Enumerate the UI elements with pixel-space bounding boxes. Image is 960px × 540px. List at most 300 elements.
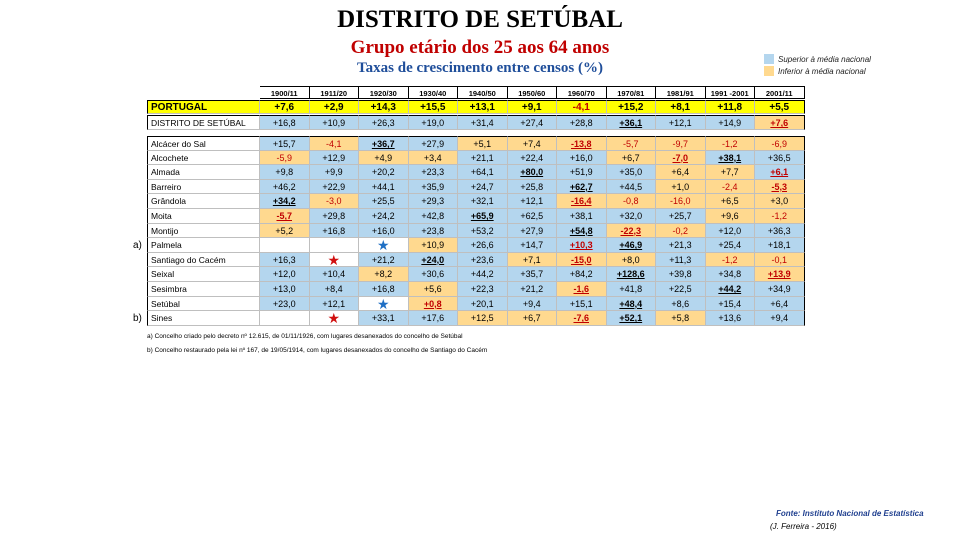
cell-value: +29,8 [322, 211, 346, 221]
cell-value: +12,0 [718, 225, 742, 236]
cell-value: +21,2 [371, 254, 395, 265]
cell-value: +15,7 [272, 139, 296, 149]
cell-value: +9,4 [522, 298, 541, 309]
table-cell [706, 136, 756, 151]
cell-value: +10,9 [421, 240, 445, 251]
row-label-setubal: Setúbal [147, 297, 260, 312]
table-cell [409, 180, 459, 195]
table-cell [607, 136, 657, 151]
cell-value: -16,0 [669, 196, 691, 207]
cell-value: -7,0 [672, 152, 688, 163]
table-cell [607, 194, 657, 209]
cell-value: +20,2 [371, 167, 395, 178]
cell-value: +11,8 [717, 101, 743, 113]
column-header: 1900/11 [260, 86, 310, 99]
table-cell [755, 311, 805, 326]
table-cell [310, 100, 360, 115]
table-cell [557, 282, 607, 297]
table-cell [260, 238, 310, 253]
cell-value: -13,8 [570, 139, 592, 149]
cell-value: +25,8 [520, 181, 544, 192]
cell-value: +41,8 [619, 284, 643, 294]
cell-value: -5,9 [276, 152, 292, 163]
table-cell [656, 267, 706, 282]
column-header: 2001/11 [755, 86, 805, 99]
row-label-santiago-do-cacem: Santiago do Cacém [147, 253, 260, 268]
cell-value: +10,9 [322, 118, 346, 128]
column-header: 1950/60 [508, 86, 558, 99]
cell-value: +128,6 [616, 269, 645, 280]
table-cell [706, 238, 756, 253]
table-cell [508, 165, 558, 180]
table-cell [310, 267, 360, 282]
table-cell [409, 311, 459, 326]
table-cell [310, 238, 360, 253]
table-cell [706, 253, 756, 268]
cell-value: -16,4 [570, 196, 592, 207]
cell-value: +14,7 [520, 240, 544, 251]
table-cell [607, 180, 657, 195]
table-cell [706, 115, 756, 130]
cell-value: +32,0 [619, 211, 643, 221]
table-cell [755, 180, 805, 195]
cell-value: +8,0 [621, 254, 640, 265]
star-icon: ★ [327, 311, 341, 326]
column-header: 1970/81 [607, 86, 657, 99]
cell-value: +13,1 [469, 101, 495, 113]
table-cell [607, 209, 657, 224]
cell-value: +38,1 [718, 152, 742, 163]
table-cell [755, 165, 805, 180]
table-cell [755, 267, 805, 282]
table-cell [755, 136, 805, 151]
table-cell [508, 136, 558, 151]
cell-value: +12,5 [470, 313, 494, 324]
cell-value: +24,2 [371, 211, 395, 221]
cell-value: +39,8 [668, 269, 692, 280]
cell-value: +44,2 [718, 284, 742, 294]
table-cell [656, 311, 706, 326]
table-cell [458, 282, 508, 297]
table-cell [557, 267, 607, 282]
table-cell [409, 282, 459, 297]
table-cell [458, 238, 508, 253]
cell-value: +8,6 [671, 298, 690, 309]
table-cell [310, 297, 360, 312]
cell-value: +23,3 [421, 167, 445, 178]
table-cell [409, 267, 459, 282]
table-cell [409, 253, 459, 268]
table-cell [310, 194, 360, 209]
cell-value: +62,5 [520, 211, 544, 221]
table-cell [656, 224, 706, 239]
star-icon: ★ [376, 238, 390, 253]
cell-value: +42,8 [421, 211, 445, 221]
cell-value: +14,9 [718, 118, 742, 128]
table-cell [409, 100, 459, 115]
table-cell [359, 311, 409, 326]
row-label-sines: Sines [147, 311, 260, 326]
star-icon: ★ [376, 296, 390, 312]
cell-value: +6,7 [621, 152, 640, 163]
cell-value: +54,8 [569, 225, 593, 236]
table-cell [260, 100, 310, 115]
table-cell [656, 297, 706, 312]
table-cell [260, 209, 310, 224]
cell-value: +12,0 [272, 269, 296, 280]
cell-value: +12,1 [668, 118, 692, 128]
table-cell [359, 282, 409, 297]
cell-value: +13,0 [272, 284, 296, 294]
table-cell [755, 238, 805, 253]
cell-value: +52,1 [619, 313, 643, 324]
cell-value: +32,1 [470, 196, 494, 207]
cell-value: +16,0 [371, 225, 395, 236]
table-cell [557, 238, 607, 253]
table-cell [310, 311, 360, 326]
cell-value: +19,0 [421, 118, 445, 128]
table-cell [359, 136, 409, 151]
table-cell [359, 100, 409, 115]
cell-value: +30,6 [421, 269, 445, 280]
cell-value: +1,0 [671, 181, 690, 192]
table-cell [508, 253, 558, 268]
cell-value: +22,9 [322, 181, 346, 192]
table-cell [557, 194, 607, 209]
cell-value: +5,5 [769, 101, 790, 113]
cell-value: +12,1 [322, 298, 346, 309]
cell-value: +24,0 [421, 254, 445, 265]
legend-label-above: Superior à média nacional [778, 54, 871, 64]
table-cell [656, 209, 706, 224]
row-label-barreiro: Barreiro [147, 180, 260, 195]
cell-value: +27,9 [520, 225, 544, 236]
table-cell [508, 282, 558, 297]
table-cell [656, 180, 706, 195]
column-header: 1981/91 [656, 86, 706, 99]
cell-value: -4,1 [572, 101, 590, 113]
page-title: DISTRITO DE SETÚBAL [337, 6, 623, 33]
row-label-alcacer-do-sal: Alcácer do Sal [147, 136, 260, 151]
cell-value: +38,1 [569, 211, 593, 221]
table-cell [557, 253, 607, 268]
cell-value: +31,4 [470, 118, 494, 128]
author-text: (J. Ferreira - 2016) [770, 522, 837, 531]
table-cell [607, 100, 657, 115]
cell-value: -15,0 [570, 254, 592, 265]
cell-value: +53,2 [470, 225, 494, 236]
cell-value: +36,5 [767, 152, 791, 163]
cell-value: +65,9 [470, 211, 494, 221]
table-cell [310, 180, 360, 195]
table-cell [458, 194, 508, 209]
table-cell [508, 238, 558, 253]
cell-value: +36,3 [767, 225, 791, 236]
cell-value: +16,8 [272, 118, 296, 128]
table-cell [409, 151, 459, 166]
cell-value: +24,7 [470, 181, 494, 192]
cell-value: +0,8 [423, 298, 442, 309]
table-cell [755, 194, 805, 209]
table-cell [310, 209, 360, 224]
table-cell [706, 165, 756, 180]
cell-value: +18,1 [767, 240, 791, 251]
cell-value: +34,9 [767, 284, 791, 294]
table-cell [557, 297, 607, 312]
cell-value: +64,1 [470, 167, 494, 178]
cell-value: +13,9 [767, 269, 791, 280]
table-cell [359, 194, 409, 209]
table-cell [706, 209, 756, 224]
table-cell [458, 224, 508, 239]
cell-value: +36,7 [371, 139, 395, 149]
table-cell [260, 115, 310, 130]
table-cell [359, 253, 409, 268]
table-cell [706, 297, 756, 312]
table-cell [656, 253, 706, 268]
cell-value: -1,6 [573, 284, 589, 294]
cell-value: +9,8 [275, 167, 294, 178]
table-cell [458, 165, 508, 180]
table-cell [458, 136, 508, 151]
table-cell [755, 297, 805, 312]
cell-value: +15,4 [718, 298, 742, 309]
note-a: a) Concelho criado pelo decreto nº 12.615, de 01/11/1926, com lugares desanexados do concelho de Setúbal [147, 333, 463, 340]
table-cell [508, 209, 558, 224]
table-cell [508, 297, 558, 312]
table-cell [508, 224, 558, 239]
column-header: 1920/30 [359, 86, 409, 99]
table-cell [755, 100, 805, 115]
cell-value: -7,6 [573, 313, 589, 324]
cell-value: -9,7 [672, 139, 688, 149]
table-cell [508, 180, 558, 195]
row-label-portugal: PORTUGAL [147, 100, 260, 115]
cell-value: +23,6 [470, 254, 494, 265]
table-cell [508, 115, 558, 130]
table-cell [607, 267, 657, 282]
star-icon: ★ [327, 252, 341, 268]
cell-value: -2,4 [721, 181, 738, 192]
table-cell [607, 238, 657, 253]
table-cell [607, 115, 657, 130]
table-cell [508, 267, 558, 282]
table-cell [310, 253, 360, 268]
page-subtitle-2: Taxas de crescimento entre censos (%) [357, 60, 603, 76]
cell-value: -5,7 [622, 139, 639, 149]
table-cell [310, 151, 360, 166]
table-cell [359, 115, 409, 130]
table-cell [706, 311, 756, 326]
cell-value: +25,5 [371, 196, 395, 207]
cell-value: +2,9 [323, 101, 344, 113]
table-cell [557, 209, 607, 224]
table-cell [706, 282, 756, 297]
table-cell [656, 165, 706, 180]
cell-value: -3,0 [325, 196, 342, 207]
table-cell [359, 297, 409, 312]
cell-value: +14,3 [370, 101, 396, 113]
table-cell [359, 180, 409, 195]
table-cell [607, 151, 657, 166]
cell-value: +20,1 [470, 298, 494, 309]
cell-value: +22,4 [520, 152, 544, 163]
table-cell [607, 165, 657, 180]
column-header: 1991 -2001 [706, 86, 756, 99]
row-label-distrito-de-setubal: DISTRITO DE SETÚBAL [147, 115, 260, 130]
table-cell [260, 180, 310, 195]
cell-value: +23,0 [272, 298, 296, 309]
table-cell [656, 282, 706, 297]
table-cell [359, 209, 409, 224]
cell-value: +15,2 [618, 101, 644, 113]
cell-value: +35,0 [619, 167, 643, 178]
cell-value: +12,1 [520, 196, 544, 207]
cell-value: -4,1 [325, 139, 342, 149]
cell-value: +9,9 [324, 167, 343, 178]
cell-value: -6,9 [771, 139, 787, 149]
table-cell [508, 194, 558, 209]
row-label-almada: Almada [147, 165, 260, 180]
table-cell [260, 136, 310, 151]
table-cell [310, 136, 360, 151]
table-cell [706, 180, 756, 195]
cell-value: +10,4 [322, 269, 346, 280]
table-cell [260, 253, 310, 268]
cell-value: +28,8 [569, 118, 593, 128]
cell-value: +3,4 [423, 152, 442, 163]
cell-value: +7,1 [522, 254, 541, 265]
cell-value: -0,1 [771, 254, 787, 265]
cell-value: -22,3 [620, 225, 641, 236]
row-label-montijo: Montijo [147, 224, 260, 239]
cell-value: +7,4 [522, 139, 541, 149]
table-cell [656, 100, 706, 115]
column-header: 1911/20 [310, 86, 360, 99]
table-cell [656, 136, 706, 151]
cell-value: +7,6 [274, 101, 295, 113]
table-cell [656, 151, 706, 166]
cell-value: -5,3 [771, 181, 787, 192]
cell-value: +4,9 [374, 152, 393, 163]
column-header: 1960/70 [557, 86, 607, 99]
cell-value: +6,7 [522, 313, 541, 324]
table-cell [260, 165, 310, 180]
cell-value: +6,5 [720, 196, 739, 207]
table-cell [359, 224, 409, 239]
table-cell [260, 311, 310, 326]
cell-value: +44,1 [371, 181, 395, 192]
table-cell [458, 311, 508, 326]
table-cell [409, 194, 459, 209]
cell-value: +46,2 [272, 181, 296, 192]
cell-value: +33,1 [371, 313, 395, 324]
cell-value: +6,4 [770, 298, 789, 309]
table-cell [706, 194, 756, 209]
cell-value: +6,1 [770, 167, 789, 178]
cell-value: +13,6 [718, 313, 742, 324]
cell-value: +16,8 [371, 284, 395, 294]
cell-value: +48,4 [619, 298, 643, 309]
cell-value: +15,5 [420, 101, 446, 113]
cell-value: +29,3 [421, 196, 445, 207]
cell-value: +22,5 [668, 284, 692, 294]
table-cell [508, 151, 558, 166]
cell-value: +6,4 [671, 167, 690, 178]
table-cell [607, 253, 657, 268]
table-cell [310, 224, 360, 239]
table-cell [359, 165, 409, 180]
cell-value: +7,6 [770, 118, 789, 128]
cell-value: +25,4 [718, 240, 742, 251]
table-cell [458, 180, 508, 195]
column-header: 1940/50 [458, 86, 508, 99]
table-cell [607, 224, 657, 239]
table-cell [755, 224, 805, 239]
cell-value: +84,2 [569, 269, 593, 280]
cell-value: +16,0 [569, 152, 593, 163]
table-cell [656, 194, 706, 209]
cell-value: +3,0 [770, 196, 789, 207]
table-cell [310, 115, 360, 130]
cell-value: +5,8 [671, 313, 690, 324]
table-cell [706, 224, 756, 239]
cell-value: +5,1 [473, 139, 492, 149]
cell-value: +8,1 [670, 101, 691, 113]
table-cell [755, 282, 805, 297]
cell-value: +5,6 [423, 284, 442, 294]
table-cell [260, 297, 310, 312]
cell-value: +22,3 [470, 284, 494, 294]
cell-value: -5,7 [276, 211, 292, 221]
table-cell [458, 253, 508, 268]
cell-value: +21,2 [520, 284, 544, 294]
table-cell [458, 209, 508, 224]
table-cell [706, 151, 756, 166]
table-cell [557, 136, 607, 151]
table-cell [607, 311, 657, 326]
table-cell [458, 151, 508, 166]
cell-value: -1,2 [721, 254, 738, 265]
cell-value: +7,7 [720, 167, 739, 178]
table-cell [409, 297, 459, 312]
cell-value: +9,6 [720, 211, 739, 221]
table-cell [458, 267, 508, 282]
table-cell [557, 180, 607, 195]
row-marker-a: a) [133, 240, 142, 251]
cell-value: +35,9 [421, 181, 445, 192]
cell-value: +80,0 [520, 167, 544, 178]
table-cell [310, 165, 360, 180]
table-cell [409, 238, 459, 253]
table-cell [508, 100, 558, 115]
row-label-alcochete: Alcochete [147, 151, 260, 166]
table-cell [359, 267, 409, 282]
cell-value: -0,8 [622, 196, 639, 207]
cell-value: +27,9 [421, 139, 445, 149]
cell-value: +12,9 [322, 152, 346, 163]
table-cell [557, 151, 607, 166]
cell-value: +35,7 [520, 269, 544, 280]
table-cell [458, 297, 508, 312]
cell-value: +25,7 [668, 211, 692, 221]
table-cell [557, 224, 607, 239]
cell-value: +8,4 [324, 284, 343, 294]
table-cell [706, 100, 756, 115]
table-cell [409, 209, 459, 224]
table-cell [557, 115, 607, 130]
table-cell [359, 151, 409, 166]
